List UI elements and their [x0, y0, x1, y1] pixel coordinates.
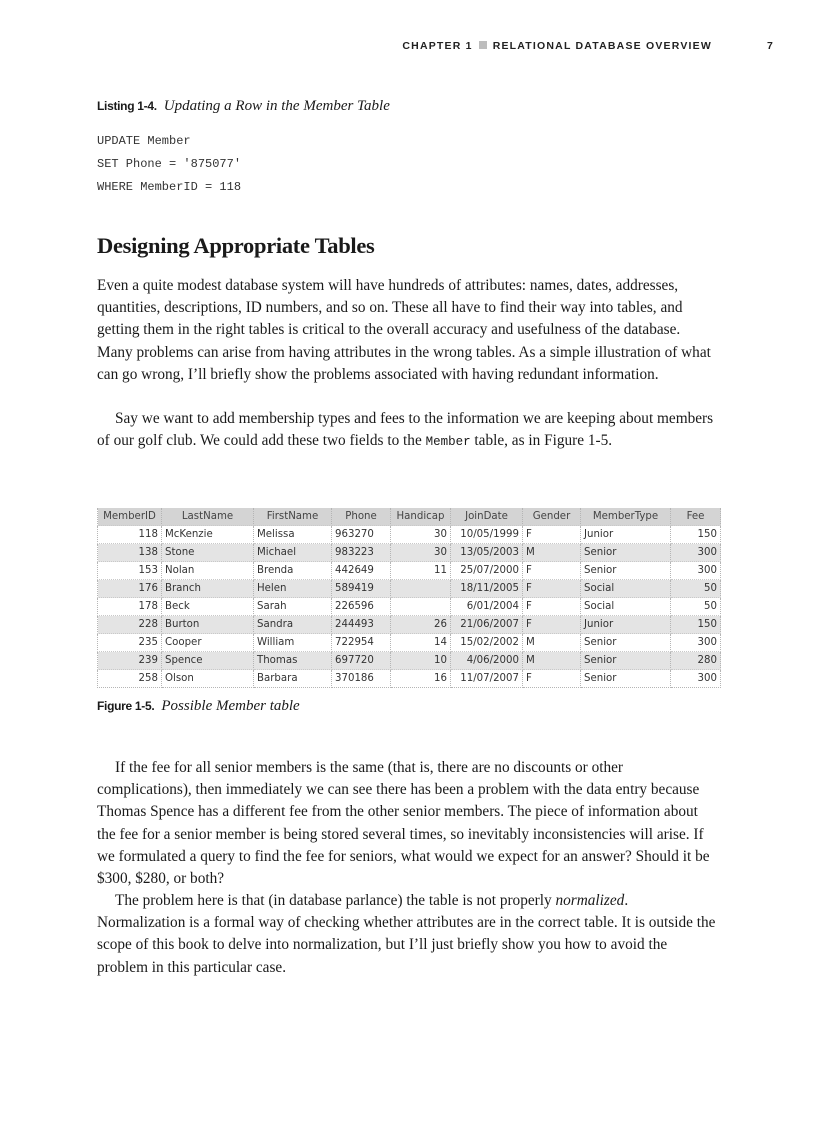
- code-line: UPDATE Member: [97, 134, 191, 148]
- cell-phone: 983223: [332, 544, 391, 562]
- cell-firstname: William: [254, 634, 332, 652]
- cell-membertype: Senior: [581, 544, 671, 562]
- cell-phone: 589419: [332, 580, 391, 598]
- cell-membertype: Junior: [581, 616, 671, 634]
- cell-memberid: 153: [98, 562, 162, 580]
- body-paragraph: [97, 275, 717, 386]
- cell-gender: M: [523, 544, 581, 562]
- column-header-phone: Phone: [332, 508, 391, 526]
- column-header-firstname: FirstName: [254, 508, 332, 526]
- cell-joindate: 10/05/1999: [451, 526, 523, 544]
- paragraph-text: table, as in Figure 1-5.: [470, 432, 613, 450]
- column-header-memberid: MemberID: [98, 508, 162, 526]
- body-paragraph: [97, 890, 717, 979]
- listing-label: Listing 1-4.: [97, 99, 157, 113]
- cell-firstname: Brenda: [254, 562, 332, 580]
- cell-joindate: 21/06/2007: [451, 616, 523, 634]
- cell-fee: 300: [671, 544, 721, 562]
- cell-joindate: 4/06/2000: [451, 652, 523, 670]
- cell-memberid: 235: [98, 634, 162, 652]
- cell-joindate: 15/02/2002: [451, 634, 523, 652]
- cell-joindate: 13/05/2003: [451, 544, 523, 562]
- table-row: [98, 670, 721, 688]
- cell-handicap: [391, 598, 451, 616]
- cell-gender: F: [523, 580, 581, 598]
- table-header-row: [98, 508, 721, 526]
- cell-handicap: 26: [391, 616, 451, 634]
- cell-lastname: Cooper: [162, 634, 254, 652]
- table-row: [98, 544, 721, 562]
- cell-memberid: 178: [98, 598, 162, 616]
- cell-fee: 300: [671, 634, 721, 652]
- paragraph-text: The problem here is that (in database parlance) the table is not properly: [115, 892, 556, 909]
- cell-phone: 963270: [332, 526, 391, 544]
- cell-membertype: Senior: [581, 652, 671, 670]
- column-header-membertype: MemberType: [581, 508, 671, 526]
- cell-handicap: 11: [391, 562, 451, 580]
- cell-membertype: Senior: [581, 634, 671, 652]
- table-row: [98, 562, 721, 580]
- table-row: [98, 616, 721, 634]
- cell-firstname: Sandra: [254, 616, 332, 634]
- member-table: [97, 508, 721, 688]
- cell-handicap: 30: [391, 526, 451, 544]
- cell-handicap: 10: [391, 652, 451, 670]
- cell-memberid: 118: [98, 526, 162, 544]
- cell-handicap: 16: [391, 670, 451, 688]
- cell-phone: 244493: [332, 616, 391, 634]
- cell-lastname: Nolan: [162, 562, 254, 580]
- body-paragraph: [97, 757, 717, 890]
- cell-lastname: McKenzie: [162, 526, 254, 544]
- cell-lastname: Burton: [162, 616, 254, 634]
- cell-fee: 300: [671, 670, 721, 688]
- cell-gender: M: [523, 652, 581, 670]
- cell-joindate: 6/01/2004: [451, 598, 523, 616]
- gray-square-separator-icon: [479, 41, 487, 49]
- cell-gender: F: [523, 616, 581, 634]
- cell-gender: M: [523, 634, 581, 652]
- paragraph-text: Even a quite modest database system will have hundreds of attributes: names, dates, addresses, quantities, descriptions, ID numbers, and so on. These all have to find their way into tables, and getting them in the right tables is critical to the overall accuracy and usefulness of the database. Many problems can arise from having attributes in the wrong tables. As a simple illustration of what can go wrong, I’ll briefly show the problems associated with having redundant information.: [97, 277, 711, 383]
- cell-gender: F: [523, 562, 581, 580]
- chapter-label: CHAPTER 1: [402, 40, 473, 52]
- emphasis-term: normalized: [555, 892, 625, 909]
- body-paragraph: [97, 408, 717, 453]
- cell-phone: 442649: [332, 562, 391, 580]
- cell-membertype: Social: [581, 580, 671, 598]
- cell-handicap: 14: [391, 634, 451, 652]
- cell-lastname: Spence: [162, 652, 254, 670]
- cell-fee: 300: [671, 562, 721, 580]
- column-header-fee: Fee: [671, 508, 721, 526]
- cell-gender: F: [523, 526, 581, 544]
- cell-membertype: Social: [581, 598, 671, 616]
- cell-handicap: 30: [391, 544, 451, 562]
- paragraph-text: If the fee for all senior members is the same (that is, there are no discounts or other complications), then immediately we can see there has been a problem with the data entry because Thomas Spence has a different fee from the other senior members. The piece of information about the fee for a senior member is being stored several times, so inevitably inconsistencies will arise. If we formulated a query to find the fee for seniors, what would we expect for an answer? Should it be $300, $280, or both?: [97, 759, 710, 888]
- listing-title: Updating a Row in the Member Table: [163, 98, 390, 114]
- code-line: WHERE MemberID = 118: [97, 180, 242, 194]
- cell-memberid: 228: [98, 616, 162, 634]
- cell-membertype: Senior: [581, 670, 671, 688]
- cell-fee: 50: [671, 598, 721, 616]
- cell-firstname: Sarah: [254, 598, 332, 616]
- cell-phone: 722954: [332, 634, 391, 652]
- section-heading: Designing Appropriate Tables: [97, 233, 375, 258]
- cell-joindate: 25/07/2000: [451, 562, 523, 580]
- paragraph-text: . Normalization is a formal way of checking whether attributes are in the correct table. It is outside the scope of this book to delve into normalization, but I’ll just briefly show you how to avoid the problem in this particular case.: [97, 892, 716, 976]
- cell-handicap: [391, 580, 451, 598]
- running-head-chapter: [402, 40, 712, 52]
- cell-fee: 150: [671, 526, 721, 544]
- column-header-lastname: LastName: [162, 508, 254, 526]
- column-header-joindate: JoinDate: [451, 508, 523, 526]
- running-head: [0, 40, 816, 56]
- page-number: 7: [766, 40, 774, 52]
- cell-phone: 226596: [332, 598, 391, 616]
- table-row: [98, 652, 721, 670]
- cell-joindate: 18/11/2005: [451, 580, 523, 598]
- cell-memberid: 176: [98, 580, 162, 598]
- paragraph-text: Say we want to add membership types and fees to the information we are keeping about members of our golf club. We could add these two fields to the: [97, 410, 714, 450]
- table-row: [98, 580, 721, 598]
- figure-caption: [97, 697, 300, 715]
- column-header-handicap: Handicap: [391, 508, 451, 526]
- cell-lastname: Beck: [162, 598, 254, 616]
- cell-firstname: Barbara: [254, 670, 332, 688]
- cell-membertype: Senior: [581, 562, 671, 580]
- cell-firstname: Thomas: [254, 652, 332, 670]
- cell-phone: 697720: [332, 652, 391, 670]
- figure-label: Figure 1-5.: [97, 699, 155, 713]
- cell-lastname: Branch: [162, 580, 254, 598]
- code-line: SET Phone = '875077': [97, 157, 242, 171]
- cell-fee: 50: [671, 580, 721, 598]
- cell-membertype: Junior: [581, 526, 671, 544]
- cell-firstname: Michael: [254, 544, 332, 562]
- column-header-gender: Gender: [523, 508, 581, 526]
- table-row: [98, 598, 721, 616]
- cell-memberid: 258: [98, 670, 162, 688]
- cell-fee: 150: [671, 616, 721, 634]
- cell-memberid: 239: [98, 652, 162, 670]
- table-row: [98, 634, 721, 652]
- cell-firstname: Melissa: [254, 526, 332, 544]
- code-listing: [97, 130, 241, 199]
- cell-phone: 370186: [332, 670, 391, 688]
- listing-caption: [97, 97, 390, 115]
- figure-title: Possible Member table: [161, 698, 300, 714]
- cell-lastname: Olson: [162, 670, 254, 688]
- inline-code: Member: [425, 435, 471, 450]
- cell-memberid: 138: [98, 544, 162, 562]
- cell-lastname: Stone: [162, 544, 254, 562]
- cell-gender: F: [523, 670, 581, 688]
- cell-firstname: Helen: [254, 580, 332, 598]
- table-row: [98, 526, 721, 544]
- cell-joindate: 11/07/2007: [451, 670, 523, 688]
- cell-fee: 280: [671, 652, 721, 670]
- cell-gender: F: [523, 598, 581, 616]
- chapter-title: RELATIONAL DATABASE OVERVIEW: [492, 40, 712, 52]
